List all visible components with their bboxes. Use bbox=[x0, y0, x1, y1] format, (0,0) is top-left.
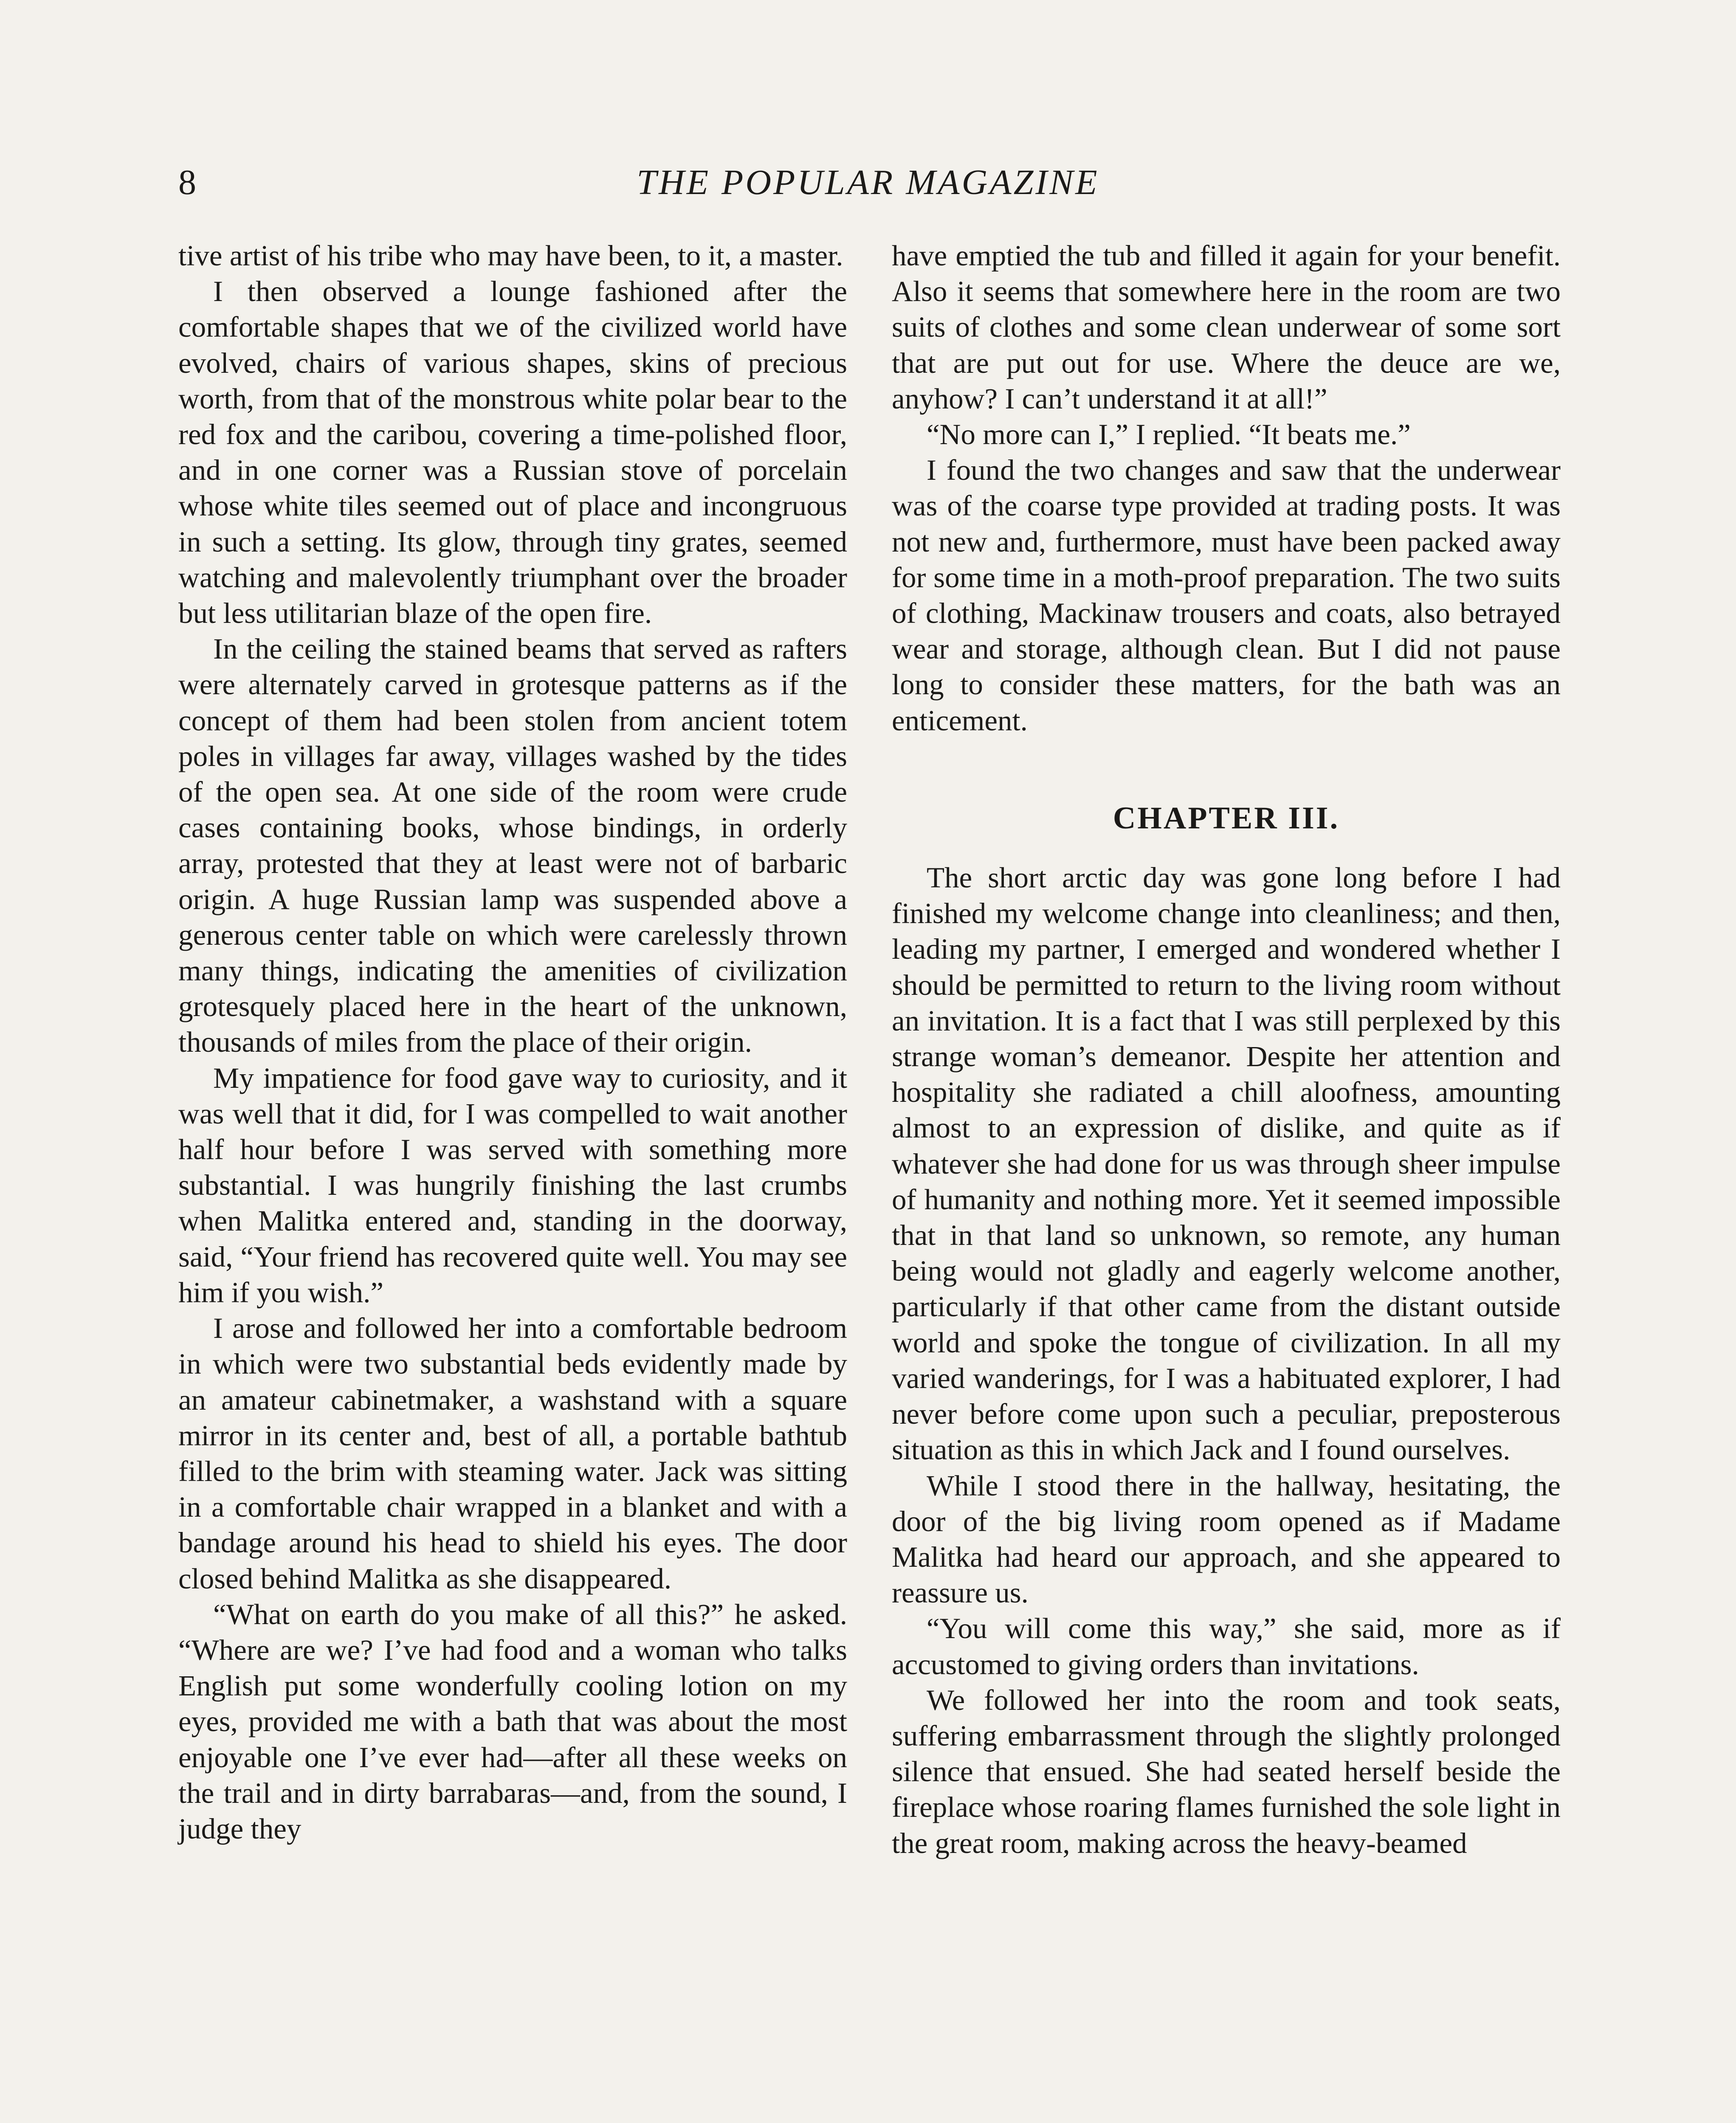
paragraph: tive artist of his tribe who may have been, to it, a master. bbox=[178, 239, 843, 272]
paragraph: “What on earth do you make of all this?” he asked. “Where are we? I’ve had food and a woman who talks English put some wonderfully cooling lotion on my eyes, provided me with a bath that was about the most enjoyable one I’ve ever had—after all these weeks on the trail and in dirty barrabaras—and, from the sound, I judge they bbox=[178, 1598, 847, 1845]
paragraph: While I stood there in the hallway, hesitating, the door of the big living room opened as if Madame Malitka had heard our approach, and she appeared to reassure us. bbox=[892, 1469, 1561, 1609]
left-column bbox=[178, 238, 847, 1847]
page-number: 8 bbox=[178, 163, 196, 202]
paragraph: I arose and followed her into a comfortable bedroom in which were two substantial beds evidently made by an amateur cabinetmaker, a washstand with a square mirror in its center and, best of all, a portable bathtub filled to the brim with steaming water. Jack was sitting in a comfortable chair wrapped in a blanket and with a bandage around his head to shield his eyes. The door closed behind Malitka as she disappeared. bbox=[178, 1312, 847, 1595]
paragraph: I then observed a lounge fashioned after the comfortable shapes that we of the civilized world have evolved, chairs of various shapes, skins of precious worth, from that of the monstrous white polar bear to the red fox and the caribou, covering a time-polished floor, and in one corner was a Russian stove of porcelain whose white tiles seemed out of place and incongruous in such a setting. Its glow, through tiny grates, seemed watching and malevolently triumphant over the broader but less utilitarian blaze of the open fire. bbox=[178, 275, 847, 630]
right-column bbox=[892, 238, 1561, 1861]
page-header bbox=[178, 161, 1558, 204]
paragraph: “You will come this way,” she said, more as if accustomed to giving orders than invitations. bbox=[892, 1612, 1561, 1681]
paragraph: The short arctic day was gone long before I had finished my welcome change into cleanliness; and then, leading my partner, I emerged and wondered whether I should be permitted to return to the living room without an invitation. It is a fact that I was still perplexed by this strange woman’s demeanor. Despite her attention and hospitality she radiated a chill aloofness, amounting almost to an expression of dislike, and quite as if whatever she had done for us was through sheer impulse of humanity and nothing more. Yet it seemed impossible that in that land so unknown, so remote, any human being would not gladly and eagerly welcome another, particularly if that other came from the distant outside world and spoke the tongue of civilization. In all my varied wanderings, for I was a habituated explorer, I had never before come upon such a peculiar, preposterous situation as this in which Jack and I found ourselves. bbox=[892, 862, 1561, 1466]
paragraph: My impatience for food gave way to curiosity, and it was well that it did, for I was compelled to wait another half hour before I was served with something more substantial. I was hungrily finishing the last crumbs when Malitka entered and, standing in the doorway, said, “Your friend has recovered quite well. You may see him if you wish.” bbox=[178, 1062, 847, 1309]
chapter-heading: CHAPTER III. bbox=[1113, 800, 1340, 836]
paragraph: have emptied the tub and filled it again for your benefit. Also it seems that somewhere here in the room are two suits of clothes and some clean underwear of some sort that are put out for use. Where the deuce are we, anyhow? I can’t understand it at all!” bbox=[892, 239, 1561, 415]
paragraph: I found the two changes and saw that the underwear was of the coarse type provided at trading posts. It was not new and, furthermore, must have been packed away for some time in a moth-proof preparation. The two suits of clothing, Mackinaw trousers and coats, also betrayed wear and storage, although clean. But I did not pause long to consider these matters, for the bath was an enticement. bbox=[892, 454, 1561, 737]
paragraph: We followed her into the room and took seats, suffering embarrassment through the slightly prolonged silence that ensued. She had seated herself beside the fireplace whose roaring flames furnished the sole light in the great room, making across the heavy-beamed bbox=[892, 1684, 1561, 1859]
paragraph: “No more can I,” I replied. “It beats me.” bbox=[927, 418, 1411, 451]
running-title: THE POPULAR MAGAZINE bbox=[637, 163, 1099, 202]
paragraph: In the ceiling the stained beams that served as rafters were alternately carved in grotesque patterns as if the concept of them had been stolen from ancient totem poles in villages far away, villages washed by the tides of the open sea. At one side of the room were crude cases containing books, whose bindings, in orderly array, protested that they at least were not of barbaric origin. A huge Russian lamp was suspended above a generous center table on which were carelessly thrown many things, indicating the amenities of civilization grotesquely placed here in the heart of the unknown, thousands of miles from the place of their origin. bbox=[178, 633, 847, 1059]
